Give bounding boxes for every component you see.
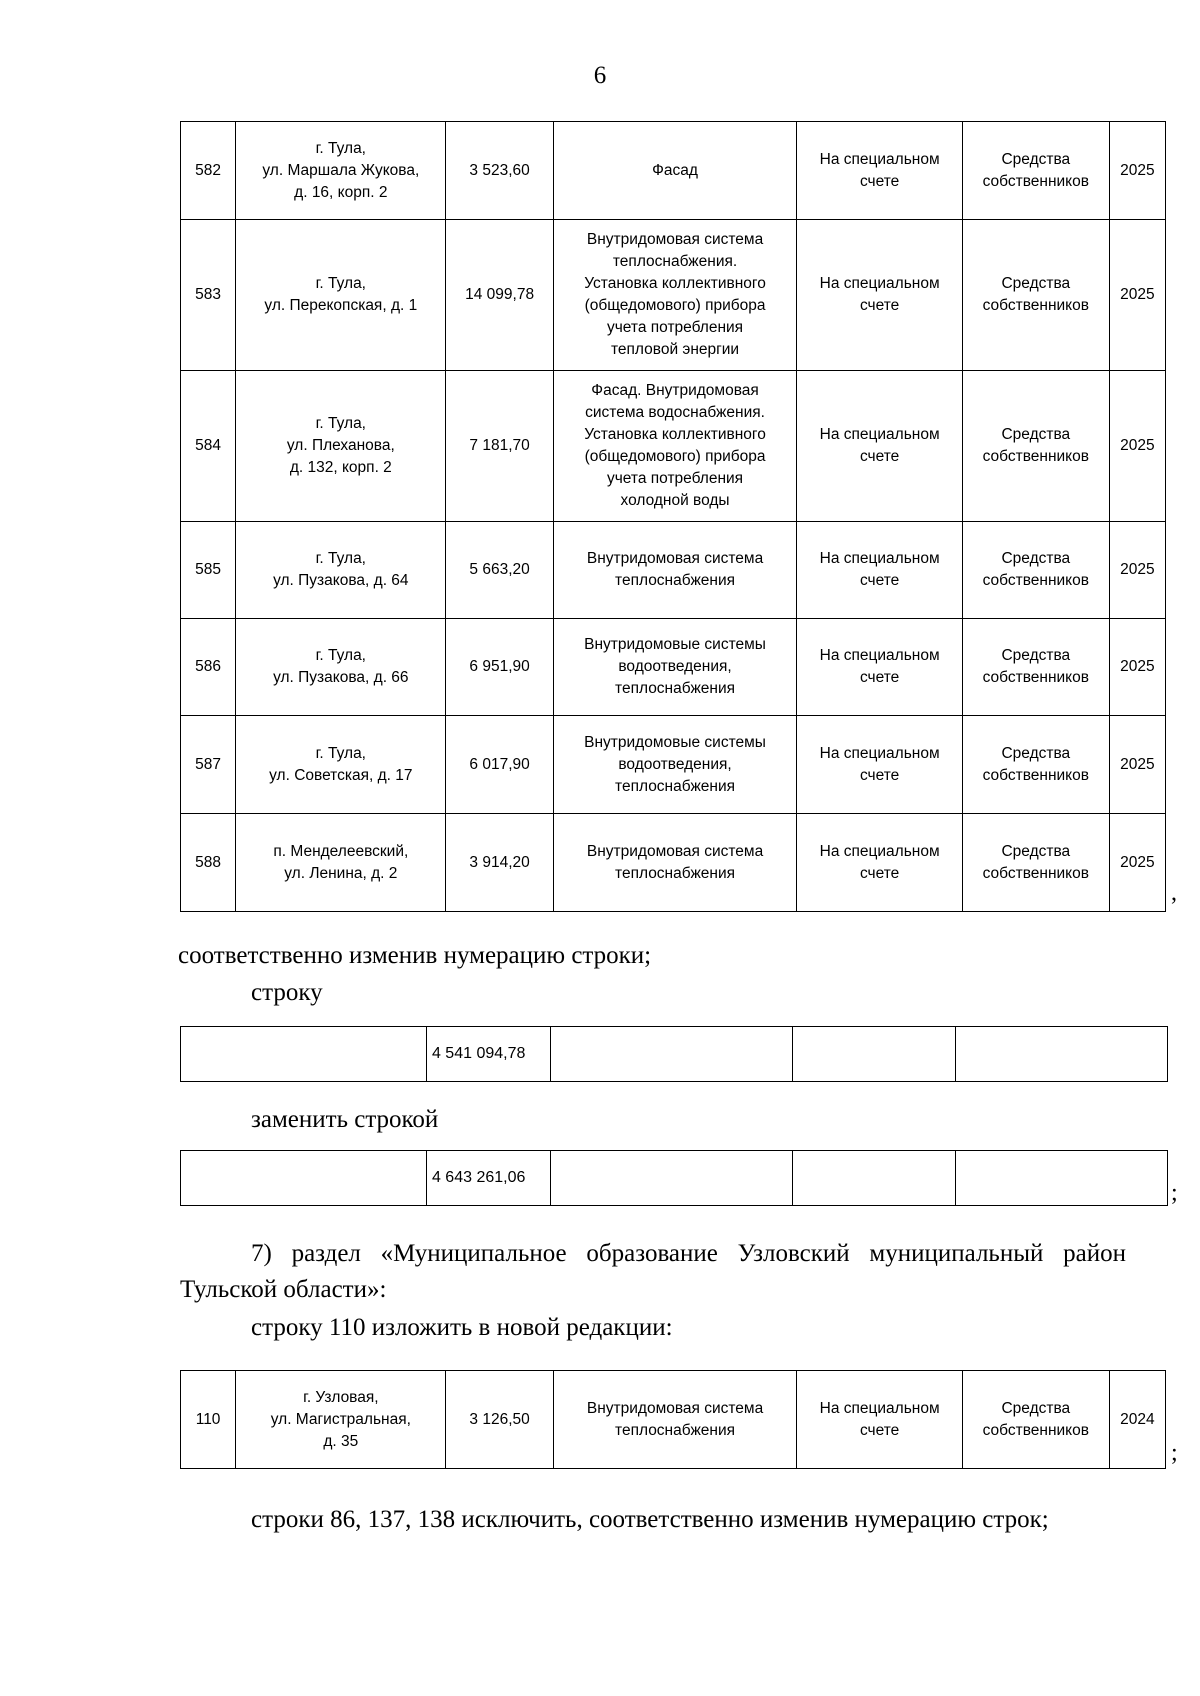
work-type-cell-line: водоотведения, — [618, 755, 732, 773]
work-type-cell-line: Фасад. Внутридомовая — [591, 382, 759, 399]
work-type-cell-line: теплоснабжения — [615, 864, 736, 882]
address-cell — [236, 716, 446, 814]
old-total-empty-cell — [956, 1027, 1168, 1082]
address-cell-line: ул. Ленина, д. 2 — [284, 864, 398, 882]
account-cell-line: счете — [859, 172, 900, 190]
row-number: 582 — [181, 122, 236, 220]
address-cell-line: ул. Пузакова, д. 66 — [273, 669, 409, 686]
account-cell-line: счете — [859, 669, 900, 686]
address-cell-line: д. 132, корп. 2 — [289, 459, 392, 476]
row-number: 583 — [181, 220, 236, 371]
row-110-table — [180, 1370, 1166, 1469]
new-total-empty-cell — [956, 1151, 1168, 1206]
old-total-amount: 4 541 094,78 — [426, 1027, 550, 1082]
address-cell-line: г. Тула, — [315, 744, 366, 762]
row-number: 585 — [181, 522, 236, 619]
account-cell-line: счете — [859, 864, 900, 882]
funding-source-cell — [962, 220, 1109, 371]
work-type-cell-line: Внутридомовые системы — [584, 733, 766, 751]
repair-program-table-body — [181, 122, 1166, 912]
row-110-account-line: На специальном — [819, 1399, 940, 1417]
row-110-source-line: собственников — [982, 1421, 1089, 1439]
area-cell: 6 951,90 — [446, 619, 553, 716]
year-cell: 2025 — [1109, 371, 1165, 522]
account-cell — [797, 371, 963, 522]
funding-source-cell-line: Средства — [1001, 647, 1071, 664]
account-cell-line: счете — [859, 572, 900, 589]
section-7-paragraph: 7) раздел «Муниципальное образование Узловский муниципальный район Тульской области»: — [180, 1240, 1126, 1303]
account-cell-line: На специальном — [819, 647, 940, 664]
account-cell-line: счете — [859, 448, 900, 465]
account-cell-line: счете — [859, 766, 900, 784]
row-110-area: 3 126,50 — [446, 1371, 553, 1469]
address-cell-line: г. Тула, — [315, 275, 366, 292]
funding-source-cell-line: собственников — [982, 669, 1089, 686]
row-number: 587 — [181, 716, 236, 814]
address-cell — [236, 814, 446, 912]
new-total-row-table — [180, 1150, 1168, 1206]
address-cell-line: ул. Пузакова, д. 64 — [273, 572, 409, 589]
funding-source-cell-line: Средства — [1001, 275, 1071, 292]
funding-source-cell-line: собственников — [982, 864, 1089, 882]
work-type-cell — [553, 220, 797, 371]
account-cell — [797, 814, 963, 912]
area-cell: 3 914,20 — [446, 814, 553, 912]
address-cell — [236, 220, 446, 371]
account-cell — [797, 522, 963, 619]
work-type-cell-line: Установка коллективного — [584, 275, 766, 292]
page-number: 6 — [593, 62, 607, 89]
work-type-cell-line: (общедомового) прибора — [584, 297, 766, 314]
table-trailing-comma: , — [1171, 880, 1177, 906]
work-type-cell-line: Внутридомовая система — [586, 231, 764, 248]
funding-source-cell-line: собственников — [982, 297, 1089, 314]
year-cell: 2025 — [1109, 122, 1165, 220]
row-110-work-line: теплоснабжения — [615, 1421, 736, 1439]
area-cell: 3 523,60 — [446, 122, 553, 220]
work-type-cell — [553, 814, 797, 912]
year-cell: 2025 — [1109, 619, 1165, 716]
table-row — [181, 371, 1166, 522]
account-cell — [797, 122, 963, 220]
old-total-empty-cell — [181, 1027, 427, 1082]
row-110-account-line: счете — [859, 1421, 900, 1439]
work-type-cell-line: холодной воды — [620, 492, 730, 509]
row-110-year: 2024 — [1109, 1371, 1165, 1469]
row-number: 588 — [181, 814, 236, 912]
funding-source-cell-line: Средства — [1001, 744, 1071, 762]
row-number: 586 — [181, 619, 236, 716]
work-type-cell-line: теплоснабжения. — [612, 253, 738, 270]
funding-source-cell — [962, 371, 1109, 522]
year-cell: 2025 — [1109, 716, 1165, 814]
funding-source-cell — [962, 716, 1109, 814]
work-type-cell-line: теплоснабжения — [615, 572, 736, 589]
address-cell-line: ул. Перекопская, д. 1 — [264, 297, 418, 314]
row-110-account — [797, 1371, 963, 1469]
address-cell — [236, 371, 446, 522]
account-cell-line: На специальном — [819, 842, 940, 860]
funding-source-cell-line: Средства — [1001, 150, 1071, 168]
table-row — [181, 220, 1166, 371]
work-type-cell-line: теплоснабжения — [615, 777, 736, 795]
work-type-cell-line: Внутридомовая система — [586, 550, 764, 567]
new-total-empty-cell — [550, 1151, 792, 1206]
address-cell-line: ул. Плеханова, — [286, 437, 395, 454]
year-cell: 2025 — [1109, 220, 1165, 371]
row-110-source — [962, 1371, 1109, 1469]
work-type-cell-line: тепловой энергии — [610, 341, 740, 358]
row-110-number: 110 — [181, 1371, 236, 1469]
table-row — [181, 814, 1166, 912]
address-cell-line: г. Тула, — [315, 415, 366, 432]
new-total-empty-cell — [181, 1151, 427, 1206]
work-type-cell — [553, 716, 797, 814]
account-cell — [797, 220, 963, 371]
address-cell-line: д. 16, корп. 2 — [294, 183, 388, 201]
work-type-cell-line: Внутридомовые системы — [584, 636, 766, 653]
row-110-work — [553, 1371, 797, 1469]
row-110-address-line: г. Узловая, — [303, 1388, 379, 1406]
funding-source-cell — [962, 122, 1109, 220]
table-row — [181, 122, 1166, 220]
funding-source-cell — [962, 619, 1109, 716]
work-type-cell-line: система водоснабжения. — [585, 404, 765, 421]
funding-source-cell-line: Средства — [1001, 550, 1071, 567]
work-type-cell — [553, 522, 797, 619]
account-cell-line: На специальном — [819, 550, 940, 567]
funding-source-cell — [962, 522, 1109, 619]
row-110-trailing-semicolon: ; — [1171, 1440, 1178, 1466]
funding-source-cell-line: Средства — [1001, 842, 1071, 860]
old-total-empty-cell — [792, 1027, 956, 1082]
year-cell: 2025 — [1109, 814, 1165, 912]
year-cell: 2025 — [1109, 522, 1165, 619]
address-cell-line: п. Менделеевский, — [273, 842, 409, 860]
row-110-address-line: ул. Магистральная, — [270, 1410, 411, 1428]
address-cell-line: г. Тула, — [315, 647, 366, 664]
area-cell: 14 099,78 — [446, 220, 553, 371]
table-row — [181, 619, 1166, 716]
address-cell — [236, 619, 446, 716]
work-type-cell — [553, 619, 797, 716]
work-type-cell — [553, 122, 797, 220]
row-label-stroku: строку — [251, 979, 323, 1006]
work-type-cell-line: Фасад — [652, 161, 698, 179]
row-number: 584 — [181, 371, 236, 522]
address-cell-line: ул. Советская, д. 17 — [269, 766, 413, 784]
repair-program-table — [180, 121, 1166, 912]
final-paragraph: строки 86, 137, 138 исключить, соответственно изменив нумерацию строк; — [251, 1506, 1049, 1533]
row-110-work-line: Внутридомовая система — [586, 1399, 764, 1417]
funding-source-cell-line: собственников — [982, 448, 1089, 465]
account-cell-line: На специальном — [819, 426, 940, 443]
row-110-note: строку 110 изложить в новой редакции: — [251, 1314, 673, 1341]
new-total-amount: 4 643 261,06 — [426, 1151, 550, 1206]
funding-source-cell-line: собственников — [982, 572, 1089, 589]
work-type-cell — [553, 371, 797, 522]
renumber-note: соответственно изменив нумерацию строки; — [178, 942, 652, 969]
funding-source-cell-line: собственников — [982, 172, 1089, 190]
work-type-cell-line: теплоснабжения — [615, 680, 736, 697]
account-cell-line: На специальном — [819, 275, 940, 292]
address-cell-line: г. Тула, — [315, 550, 366, 567]
funding-source-cell-line: собственников — [982, 766, 1089, 784]
row-110-address — [236, 1371, 446, 1469]
work-type-cell-line: водоотведения, — [618, 658, 732, 675]
new-total-row — [181, 1151, 1168, 1206]
table-row — [181, 716, 1166, 814]
funding-source-cell — [962, 814, 1109, 912]
area-cell: 5 663,20 — [446, 522, 553, 619]
row-110 — [181, 1371, 1166, 1469]
new-total-empty-cell — [792, 1151, 956, 1206]
area-cell: 7 181,70 — [446, 371, 553, 522]
row-110-source-line: Средства — [1001, 1399, 1071, 1417]
account-cell-line: На специальном — [819, 150, 940, 168]
work-type-cell-line: Установка коллективного — [584, 426, 766, 443]
old-total-row — [181, 1027, 1168, 1082]
work-type-cell-line: учета потребления — [606, 470, 744, 487]
work-type-cell-line: Внутридомовая система — [586, 842, 764, 860]
table-row — [181, 522, 1166, 619]
address-cell-line: ул. Маршала Жукова, — [262, 161, 420, 179]
old-total-row-table — [180, 1026, 1168, 1082]
account-cell — [797, 716, 963, 814]
work-type-cell-line: учета потребления — [606, 319, 744, 336]
address-cell-line: г. Тула, — [315, 139, 366, 157]
address-cell — [236, 122, 446, 220]
funding-source-cell-line: Средства — [1001, 426, 1071, 443]
replace-note: заменить строкой — [251, 1106, 439, 1133]
row-110-address-line: д. 35 — [323, 1432, 359, 1450]
area-cell: 6 017,90 — [446, 716, 553, 814]
account-cell-line: счете — [859, 297, 900, 314]
address-cell — [236, 522, 446, 619]
work-type-cell-line: (общедомового) прибора — [584, 448, 766, 465]
account-cell — [797, 619, 963, 716]
new-total-trailing-semicolon: ; — [1171, 1180, 1178, 1206]
old-total-empty-cell — [550, 1027, 792, 1082]
account-cell-line: На специальном — [819, 744, 940, 762]
